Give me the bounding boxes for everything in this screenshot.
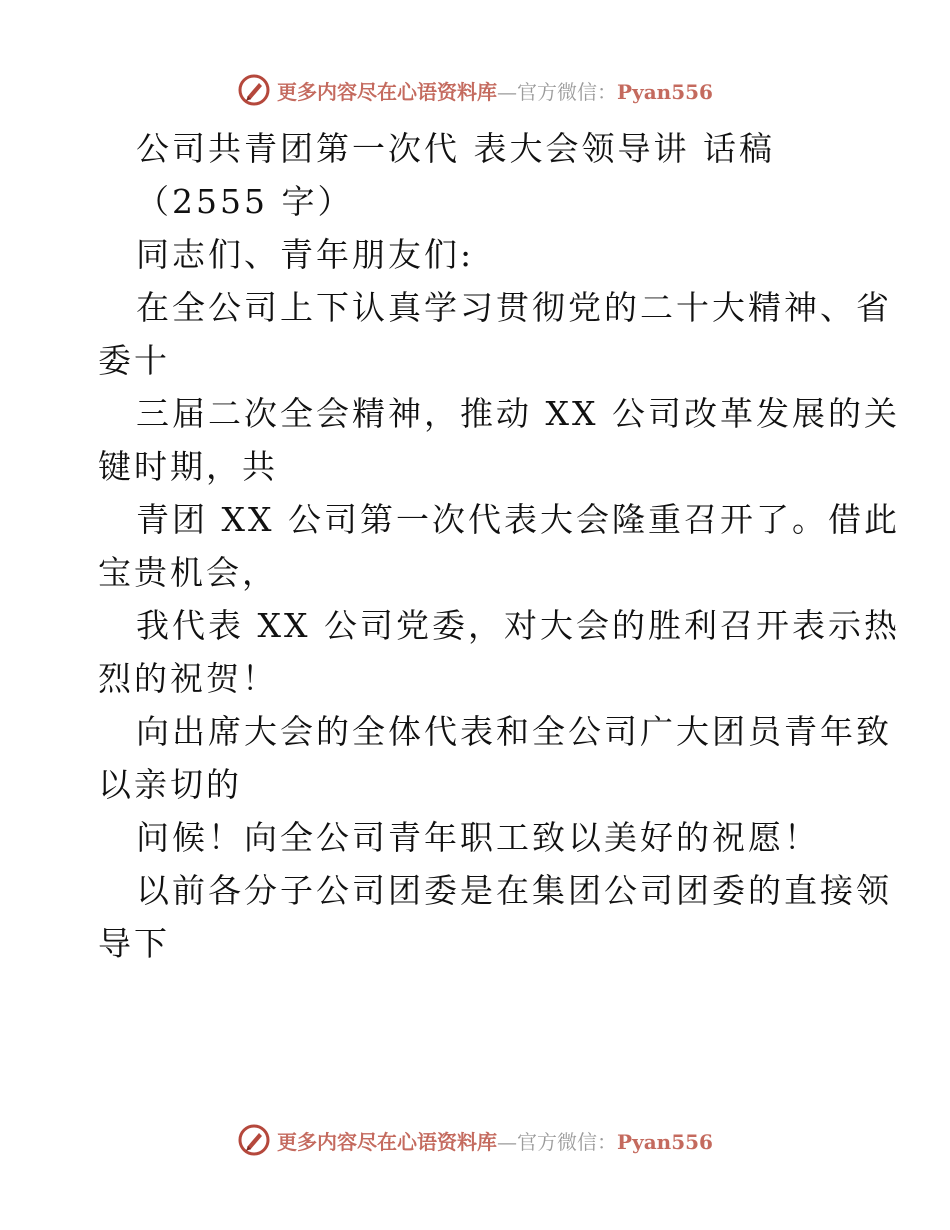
doc-line: 向出席大会的全体代表和全公司广大团员青年致 [136, 712, 892, 751]
doc-word-count: （2555 字） [136, 182, 354, 221]
document-body [98, 122, 900, 970]
wechat-id: Pyan556 [617, 1129, 713, 1154]
footer-watermark [0, 1120, 950, 1160]
doc-line: 问候！向全公司青年职工致以美好的祝愿！ [136, 818, 820, 857]
doc-salutation: 同志们、青年朋友们: [136, 235, 475, 274]
doc-line: 三届二次全会精神，推动 XX 公司改革发展的关 [136, 394, 900, 433]
doc-title: 公司共青团第一次代 表大会领导讲 话稿 [136, 129, 775, 168]
brand-text: 更多内容尽在心语资料库 [277, 1129, 498, 1154]
doc-line: 以前各分子公司团委是在集团公司团委的直接领 [136, 871, 892, 910]
watermark-text [277, 76, 713, 105]
doc-line: 烈的祝贺！ [98, 659, 278, 698]
pen-circle-icon [237, 73, 271, 107]
wechat-label: —官方微信： [497, 79, 618, 104]
brand-text: 更多内容尽在心语资料库 [277, 79, 498, 104]
doc-line: 我代表 XX 公司党委，对大会的胜利召开表示热 [136, 606, 900, 645]
watermark-text [277, 1126, 713, 1155]
doc-line: 以亲切的 [98, 765, 242, 804]
doc-line: 在全公司上下认真学习贯彻党的二十大精神、省 [136, 288, 892, 327]
doc-line: 导下 [98, 924, 170, 963]
wechat-label: —官方微信： [497, 1129, 618, 1154]
pen-circle-icon [237, 1123, 271, 1157]
doc-line: 委十 [98, 341, 170, 380]
doc-line: 键时期，共 [98, 447, 278, 486]
doc-line: 青团 XX 公司第一次代表大会隆重召开了。借此 [136, 500, 900, 539]
doc-line: 宝贵机会， [98, 553, 278, 592]
wechat-id: Pyan556 [617, 79, 713, 104]
header-watermark [0, 70, 950, 110]
